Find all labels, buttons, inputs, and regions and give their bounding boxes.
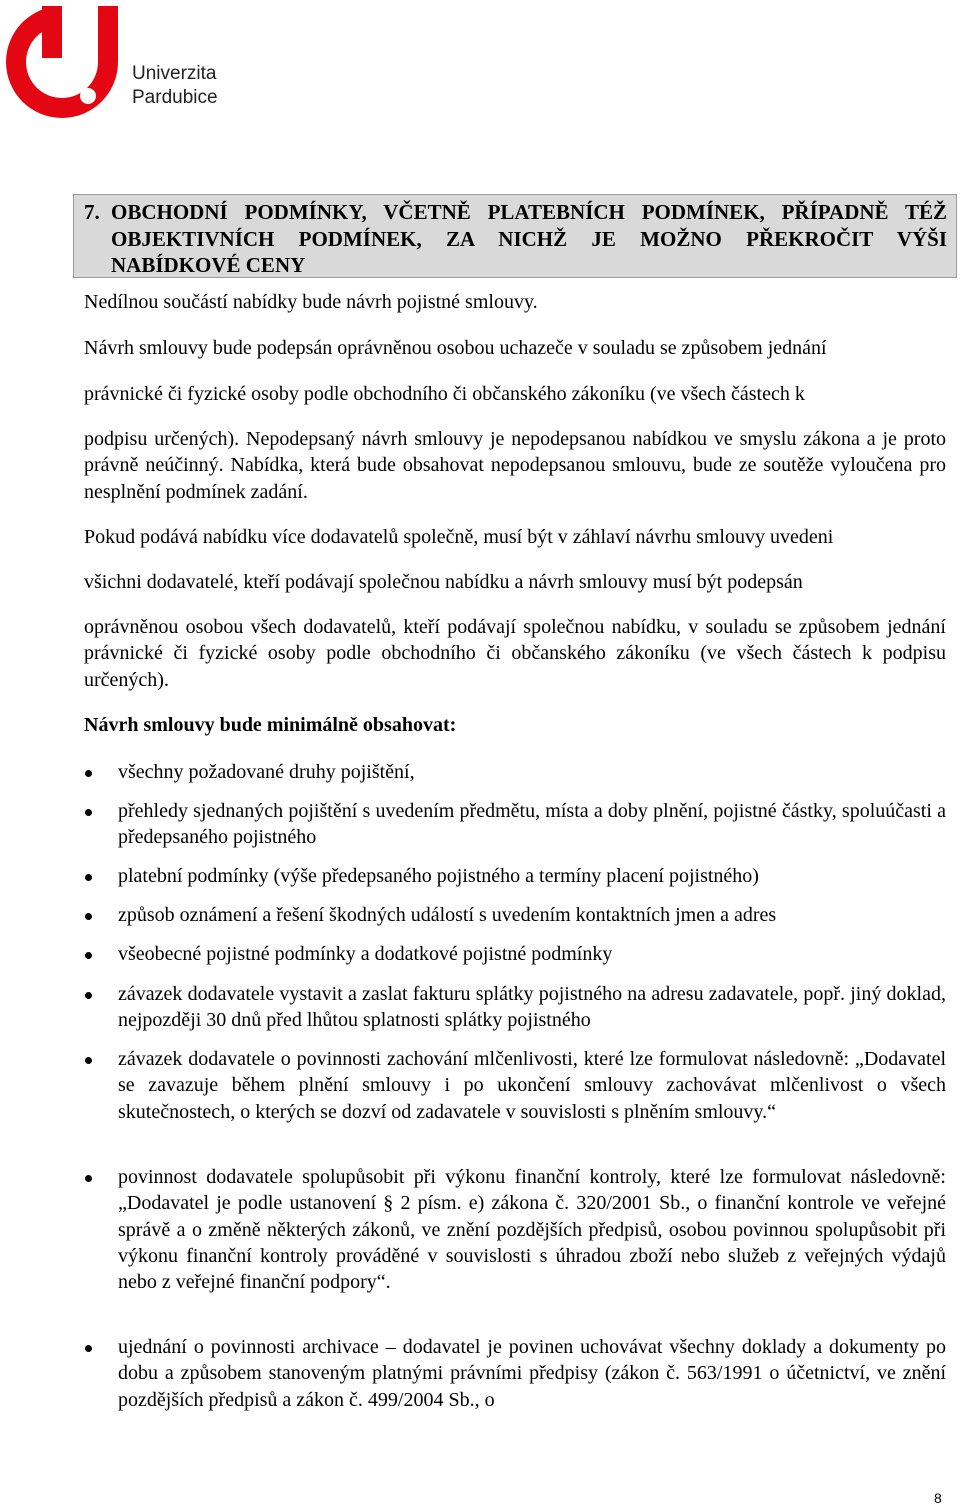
list-item-text: všechny požadované druhy pojištění, xyxy=(118,761,415,783)
bullet-icon xyxy=(85,1057,92,1064)
paragraph-2-line-2: právnické či fyzické osoby podle obchodního či občanského zákoníku (ve všech částech k xyxy=(84,383,805,405)
logo-text xyxy=(132,62,218,110)
bullet-icon xyxy=(85,1175,92,1182)
bullet-icon xyxy=(85,874,92,881)
paragraph-1: Nedílnou součástí nabídky bude návrh pojistné smlouvy. xyxy=(84,291,538,313)
bullet-icon xyxy=(85,952,92,959)
page-number: 8 xyxy=(934,1490,942,1506)
list-item-text: platební podmínky (výše předepsaného pojistného a termíny placení pojistného) xyxy=(118,865,759,887)
list-item-text: závazek dodavatele o povinnosti zachování mlčenlivosti, které lze formulovat následovně: „Dodavatel se zavazuje během plnění smlouvy i po ukončení smlouvy zachovávat mlčenlivost o všech skutečnostech, o kterých se dozví od zadavatele v souvislosti s plněním smlouvy.“ xyxy=(118,1048,946,1123)
bullet-icon xyxy=(85,1345,92,1352)
paragraph-3-line-3: oprávněnou osobou všech dodavatelů, kteří podávají společnou nabídku, v souladu se způsobem jednání právnické či fyzické osoby podle obchodního či občanského zákoníku (ve všech částech k podpisu určených). xyxy=(84,616,946,691)
list-item-text: závazek dodavatele vystavit a zaslat fakturu splátky pojistného na adresu zadavatele, popř. jiný doklad, nejpozději 30 dnů před lhůtou splatnosti splátky pojistného xyxy=(118,983,946,1032)
list-item-text: povinnost dodavatele spolupůsobit při výkonu finanční kontroly, které lze formulovat následovně: „Dodavatel je podle ustanovení § 2 písm. e) zákona č. 320/2001 Sb., o finanční kontrole ve veřejné správě a o změně některých zákonů, ve znění pozdějších předpisů, osobou povinnou spolupůsobit při výkonu finanční kontroly prováděné v souvislosti s úhradou zboží nebo služeb z veřejných výdajů nebo z veřejné finanční podpory“. xyxy=(118,1166,946,1294)
paragraph-2-line-1: Návrh smlouvy bude podepsán oprávněnou osobou uchazeče v souladu se způsobem jednání xyxy=(84,337,827,359)
logo-line-1: Univerzita xyxy=(132,63,217,84)
paragraph-2-line-3: podpisu určených). Nepodepsaný návrh smlouvy je nepodepsanou nabídkou ve smyslu zákona a je proto právně neúčinný. Nabídka, která bude obsahovat nepodepsanou smlouvu, bude ze soutěže vyloučena pro nesplnění podmínek zadání. xyxy=(84,428,946,503)
bullet-icon xyxy=(85,809,92,816)
logo-mark-icon xyxy=(4,2,124,120)
list-item-text: všeobecné pojistné podmínky a dodatkové pojistné podmínky xyxy=(118,943,613,965)
bullet-icon xyxy=(85,913,92,920)
paragraph-3-line-2: všichni dodavatelé, kteří podávají společnou nabídku a návrh smlouvy musí být podepsán xyxy=(84,571,803,593)
logo-stem xyxy=(42,6,62,58)
section-heading-box xyxy=(73,194,957,278)
paragraph-3-line-1: Pokud podává nabídku více dodavatelů společně, musí být v záhlaví návrhu smlouvy uvedeni xyxy=(84,526,834,548)
bullet-icon xyxy=(85,992,92,999)
logo-dot-2 xyxy=(80,88,96,104)
section-title: OBCHODNÍ PODMÍNKY, VČETNĚ PLATEBNÍCH PODMÍNEK, PŘÍPADNĚ TÉŽ OBJEKTIVNÍCH PODMÍNEK, ZA NICHŽ JE MOŽNO PŘEKROČIT VÝŠI NABÍDKOVÉ CENY xyxy=(111,200,947,277)
list-heading: Návrh smlouvy bude minimálně obsahovat: xyxy=(84,714,457,736)
list-item-text: ujednání o povinnosti archivace – dodavatel je povinen uchovávat všechny doklady a dokumenty po dobu a způsobem stanoveným platnými právními předpisy (zákon č. 563/1991 o účetnictví, ve znění pozdějších předpisů a zákon č. 499/2004 Sb., o xyxy=(118,1336,946,1411)
logo-dot-1 xyxy=(80,60,96,76)
list-item-text: způsob oznámení a řešení škodných událostí s uvedením kontaktních jmen a adres xyxy=(118,904,777,926)
list-item-text: přehledy sjednaných pojištění s uvedením předmětu, místa a doby plnění, pojistné částky, spoluúčasti a předepsaného pojistného xyxy=(118,800,946,849)
section-number: 7. xyxy=(84,200,100,224)
university-logo xyxy=(4,2,224,122)
bullet-icon xyxy=(85,770,92,777)
logo-line-2: Pardubice xyxy=(132,87,218,108)
